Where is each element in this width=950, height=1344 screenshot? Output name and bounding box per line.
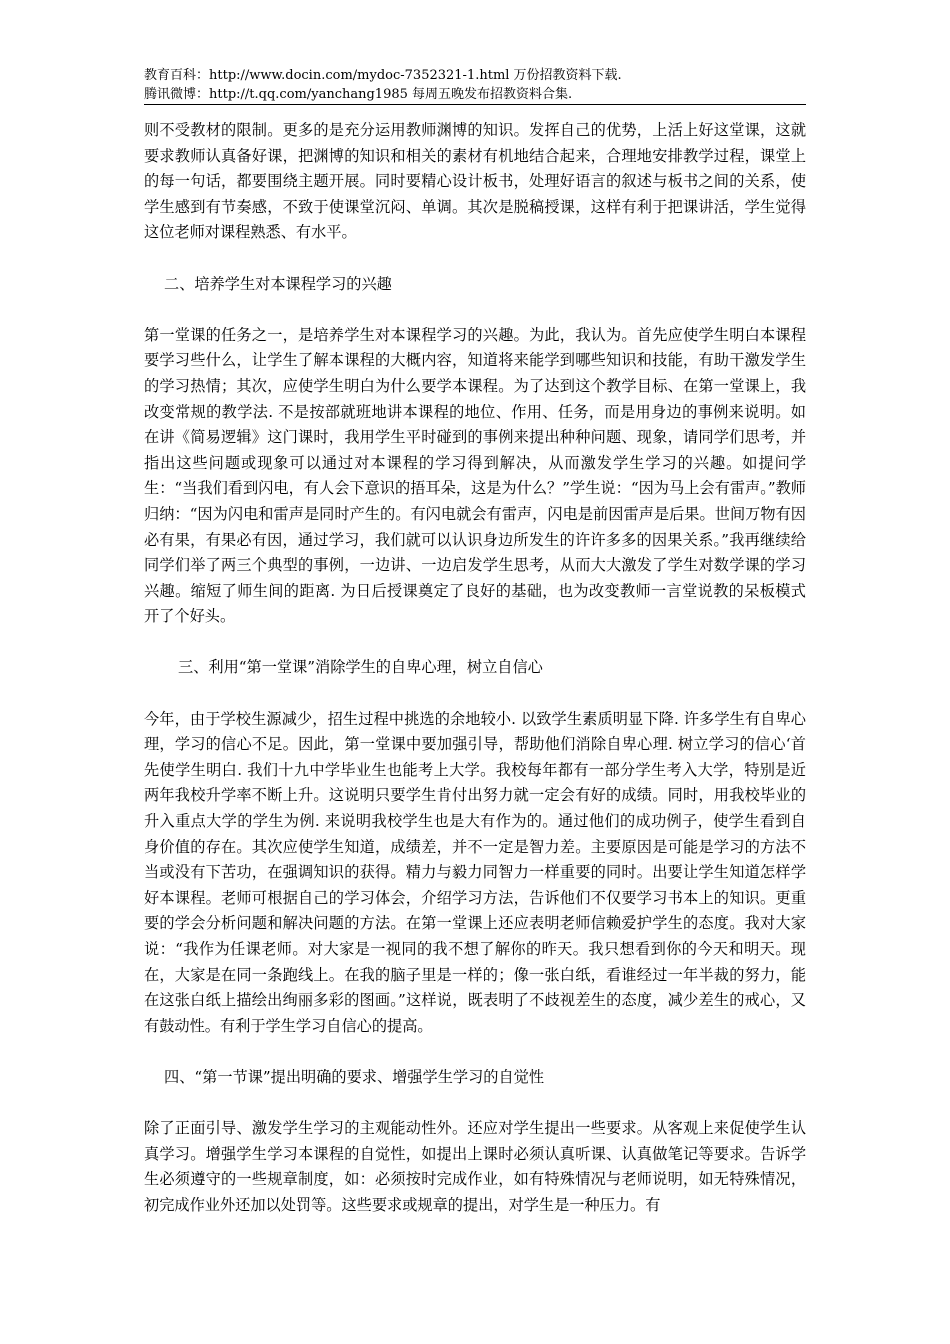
section-heading-4: 四、“第一节课”提出明确的要求、增强学生学习的自觉性 bbox=[164, 1067, 545, 1086]
header-line-weibo: 腾讯微博：http://t.qq.com/yanchang1985 每周五晚发布招教资料合集. bbox=[144, 87, 573, 102]
paragraph-intro-continuation: 则不受教材的限制。更多的是充分运用教师渊博的知识。发挥自己的优势，上活上好这堂课，这就要求教师认真备好课，把渊博的知识和相关的素材有机地结合起来，合理地安排教学过程，课堂上的每一句话，都要围绕主题开展。同时要精心设计板书，处理好语言的叙述与板书之间的关系，使学生感到有节奏感，不致于使课堂沉闷、单调。其次是脱稿授课，这样有利于把课讲活，学生觉得这位老师对课程熟悉、有水平。 bbox=[144, 121, 806, 242]
header-line-docin: 教育百科：http://www.docin.com/mydoc-7352321-1.html 万份招教资料下载. bbox=[144, 68, 622, 83]
paragraph-section-3: 今年，由于学校生源减少，招生过程中挑选的余地较小. 以致学生素质明显下降. 许多学生有自卑心理，学习的信心不足。因此，第一堂课中要加强引导，帮助他们消除自卑心理. 树立学习的信心‘首先使学生明白. 我们十九中学毕业生也能考上大学。我校每年都有一部分学生考入大学，特别是近两年我校升学率不断上升。这说明只要学生肯付出努力就一定会有好的成绩。同时，用我校毕业的升入重点大学的学生为例. 来说明我校学生也是大有作为的。通过他们的成功例子，使学生看到自身价值的存在。其次应使学生知道，成绩差，并不一定是智力差。主要原因是可能是学习的方法不当或没有下苦功，在强调知识的获得。精力与毅力同智力一样重要的同时。出要让学生知道怎样学好本课程。老师可根据自己的学习体会，介绍学习方法，告诉他们不仅要学习书本上的知识。更重要的学会分析问题和解决问题的方法。在第一堂课上还应表明老师信赖爱护学生的态度。我对大家说：“我作为任课老师。对大家是一视同的我不想了解你的昨天。我只想看到你的今天和明天。现在，大家是在同一条跑线上。在我的脑子里是一样的；像一张白纸，看谁经过一年半裁的努力，能在这张白纸上描绘出绚丽多彩的图画。”这样说，既表明了不歧视差生的态度，减少差生的戒心，又有鼓动性。有利于学生学习自信心的提高。 bbox=[144, 709, 806, 1035]
header-divider bbox=[144, 104, 806, 105]
paragraph-section-4: 除了正面引导、激发学生学习的主观能动性外。还应对学生提出一些要求。从客观上来促使学生认真学习。增强学生学习本课程的自觉性，如提出上课时必须认真听课、认真做笔记等要求。告诉学生必须遵守的一些规章制度，如：必须按时完成作业，如有特殊情况与老师说明，如无特殊情况，初完成作业外还加以处罚等。这些要求或规章的提出，对学生是一种压力。有 bbox=[144, 1119, 806, 1214]
section-heading-2: 二、培养学生对本课程学习的兴趣 bbox=[164, 274, 392, 293]
section-heading-3: 三、利用“第一堂课”消除学生的自卑心理，树立自信心 bbox=[178, 658, 543, 677]
document-body bbox=[144, 118, 806, 1219]
paragraph-section-2: 第一堂课的任务之一，是培养学生对本课程学习的兴趣。为此，我认为。首先应使学生明白本课程要学习些什么，让学生了解本课程的大概内容，知道将来能学到哪些知识和技能，有助干激发学生的学习热情；其次，应使学生明白为什么要学本课程。为了达到这个教学目标、在第一堂课上，我改变常规的教学法. 不是按部就班地讲本课程的地位、作用、任务，而是用身边的事例来说明。如在讲《简易逻辑》这门课时，我用学生平时碰到的事例来提出种种问题、现象，请同学们思考，并指出这些问题或现象可以通过对本课程的学习得到解决，从而激发学生学习的兴趣。如提问学生：“当我们看到闪电，有人会下意识的捂耳朵，这是为什么？”学生说：“因为马上会有雷声。”教师归纳：“因为闪电和雷声是同时产生的。有闪电就会有雷声，闪电是前因雷声是后果。世间万物有因必有果，有果必有因，通过学习，我们就可以认识身边所发生的许许多多的因果关系。”我再继续给同学们举了两三个典型的事例，一边讲、一边启发学生思考，从而大大激发了学生对数学课的学习兴趣。缩短了师生间的距离. 为日后授课奠定了良好的基础，也为改变教师一言堂说教的呆板模式开了个好头。 bbox=[144, 325, 806, 626]
page-header bbox=[144, 66, 806, 104]
